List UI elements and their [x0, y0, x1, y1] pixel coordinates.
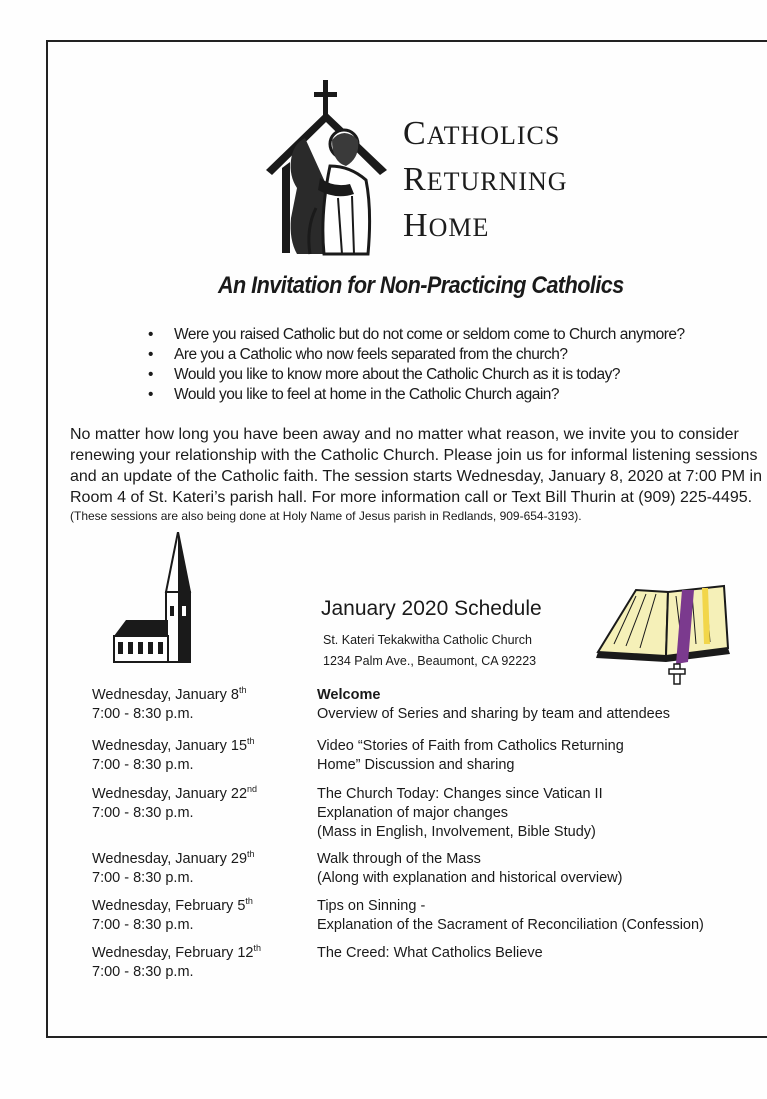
question-item: • Would you like to feel at home in the Catholic Church again? [148, 385, 685, 405]
paragraph-line: Room 4 of St. Kateri’s parish hall. For more information call or Text Bill Thurin at (909) 225-4495. [70, 489, 753, 506]
session-day: Wednesday, February 5 [92, 898, 246, 914]
flyer-frame: CATHOLICS RETURNING HOME An Invitation for Non-Practicing Catholics • Were you raised Catholic but do not come or seldom come to Church anymore? • Are you a Catholic who now feels separated from the church? • Would you like to know more about the Catholic Church as it is today? • Would you like to feel at home in the Catholic Church again? No matter how long you have been away and no matter what reason, we invite you to consider renewing your relationship with the Catholic Church. Please join us for informal listening sessions and an update of the Catholic faith. The session starts Wednesday, January 8, 2020 at 7:00 PM in Room 4 of St. Kateri’s parish hall. For more information call or Text Bill Thurin at (909) 225-4495. (These sessions are also being done at Holy Name of Jesus parish in Redlands, 909-654-3193). January 2020 Schedule St. Kateri Tekakwitha Catholic Church 1234 Palm Ave., Beaumont, CA 92223 Wednesday, January 8th 7:00 - 8:30 p.m. Welcome Overview of Series and sharing by team and attendees Wednesday, January 15th 7:00 - 8:30 p.m. Video “Stories of Faith from Catholics Returning Home” Discussion and sharing Wednesday, January 22nd 7:00 - 8:30 p.m. The Church Today: Changes since Vatican II Explanation of major changes (Mass in English, Involvement, Bible Study) Wednesday, January 29th 7:00 - 8:30 p.m. Walk through of the Mass (Along with explanation and historical overview) Wednesday, February 5th 7:00 - 8:30 p.m. Tips on Sinning - Explanation of the Sacrament of Reconciliation (Confession) Wednesday, February 12th 7:00 - 8:30 p.m. The Creed: What Catholics Believe [46, 40, 767, 1038]
session-time: 7:00 - 8:30 p.m. [92, 805, 194, 821]
program-title: CATHOLICS RETURNING HOME [403, 115, 568, 244]
session-topic: The Church Today: Changes since Vatican II Explanation of major changes (Mass in English, Involvement, Bible Study) [317, 786, 603, 840]
session-topic: Welcome Overview of Series and sharing by team and attendees [317, 687, 671, 722]
embrace-house-logo [260, 78, 395, 268]
church-address-block [323, 630, 536, 672]
paragraph-line: and an update of the Catholic faith. The session starts Wednesday, January 8, 2020 at 7:00 PM in [70, 468, 762, 485]
session-time: 7:00 - 8:30 p.m. [92, 917, 194, 933]
session-day: Wednesday, January 8 [92, 687, 239, 703]
church-name: St. Kateri Tekakwitha Catholic Church [323, 633, 532, 647]
question-item: • Would you like to know more about the Catholic Church as it is today? [148, 365, 685, 385]
paragraph-line: renewing your relationship with the Catholic Church. Please join us for informal listening sessions [70, 447, 758, 464]
church-icon [112, 532, 202, 664]
invitation-paragraph [70, 424, 767, 524]
session-time: 7:00 - 8:30 p.m. [92, 870, 194, 886]
session-time: 7:00 - 8:30 p.m. [92, 757, 194, 773]
question-item: • Are you a Catholic who now feels separated from the church? [148, 345, 685, 365]
session-day: Wednesday, February 12 [92, 945, 254, 961]
paragraph-line: No matter how long you have been away and no matter what reason, we invite you to consider [70, 426, 739, 443]
question-list [148, 325, 685, 405]
session-day: Wednesday, January 29 [92, 851, 248, 867]
redlands-note: (These sessions are also being done at Holy Name of Jesus parish in Redlands, 909-654-3193). [70, 509, 582, 523]
session-time: 7:00 - 8:30 p.m. [92, 706, 194, 722]
invitation-subtitle: An Invitation for Non-Practicing Catholics [218, 272, 624, 299]
session-topic: The Creed: What Catholics Believe [317, 945, 543, 961]
bible-icon [596, 582, 736, 687]
question-item: • Were you raised Catholic but do not come or seldom come to Church anymore? [148, 325, 685, 345]
session-topic: Video “Stories of Faith from Catholics Returning Home” Discussion and sharing [317, 738, 624, 773]
session-time: 7:00 - 8:30 p.m. [92, 964, 194, 980]
session-topic: Walk through of the Mass (Along with explanation and historical overview) [317, 851, 623, 886]
session-day: Wednesday, January 22 [92, 786, 248, 802]
session-topic: Tips on Sinning - Explanation of the Sacrament of Reconciliation (Confession) [317, 898, 704, 933]
church-address: 1234 Palm Ave., Beaumont, CA 92223 [323, 654, 537, 668]
schedule-title: January 2020 Schedule [321, 597, 542, 620]
session-day: Wednesday, January 15 [92, 738, 248, 754]
